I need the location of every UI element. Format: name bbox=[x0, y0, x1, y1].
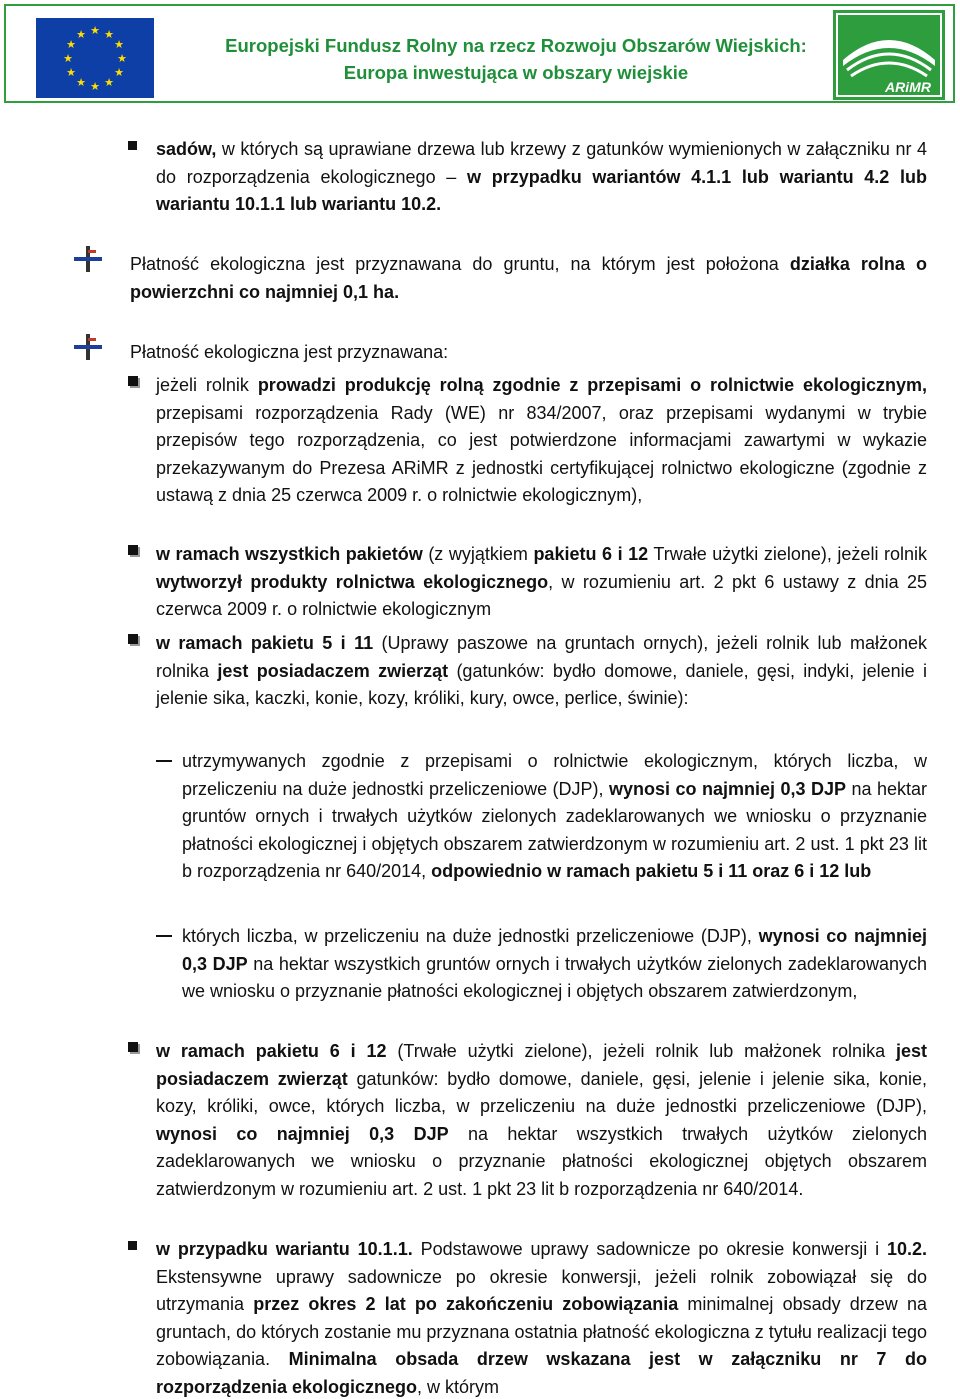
square-bullet-icon bbox=[128, 1042, 138, 1052]
bullet-package-6-12: w ramach pakietu 6 i 12 (Trwałe użytki zielone), jeżeli rolnik lub małżonek rolnika jest posiadaczem zwierząt gatunków: bydło domowe, daniele, gęsi, jelenie i jelenie sika, konie, kozy, króliki, owce, których liczba, w przeliczeniu na duże jednostki przeliczeniowe (DJP), wynosi co najmniej 0,3 DJP na hektar wszystkich trwałych użytków zielonych zadeklarowanych we wniosku o przyznanie płatności ekologicznej objętych obszarem zatwierdzonym w rozumieniu art. 2 ust. 1 pkt 23 lit b rozporządzenia nr 640/2014. bbox=[156, 1041, 927, 1199]
bullet-variant-10-1-1: w przypadku wariantu 10.1.1. Podstawowe uprawy sadownicze po okresie konwersji i 10.2. Ekstensywne uprawy sadownicze po okresie konwersji, jeżeli rolnik zobowiązał się do utrzymania przez okres 2 lat po zakończeniu zobowiązania minimalnej obsady drzew na gruntach, do których zostanie mu przyznana ostatnia płatność ekologiczna z tytułu realizacji tego zobowiązania. Minimalna obsada drzew wskazana jest w załączniku nr 7 do rozporządzenia ekologicznego, w którym bbox=[156, 1239, 928, 1397]
page-header bbox=[4, 4, 955, 103]
square-bullet-icon bbox=[128, 141, 137, 150]
square-bullet-icon bbox=[128, 376, 138, 386]
arimr-logo bbox=[833, 10, 945, 100]
svg-text:★: ★ bbox=[104, 29, 114, 41]
square-bullet-icon bbox=[128, 545, 138, 555]
paragraph-orchards: sadów, w których są uprawiane drzewa lub krzewy z gatunków wymienionych w załączniku nr 4 do rozporządzenia ekologicznego – w przypadku wariantów 4.1.1 lub wariantu 4.2 lub wariantu 10.1.1 lub wariantu 10.2. bbox=[156, 139, 927, 214]
svg-text:★: ★ bbox=[90, 25, 100, 37]
svg-text:★: ★ bbox=[76, 77, 86, 89]
square-bullet-icon bbox=[128, 1241, 137, 1250]
header-title bbox=[206, 32, 826, 86]
svg-text:★: ★ bbox=[66, 39, 76, 51]
sub-item-animals-kept: utrzymywanych zgodnie z przepisami o rolnictwie ekologicznym, których liczba, w przeliczeniu na duże jednostki przeliczeniowe (DJP), wynosi co najmniej 0,3 DJP na hektar gruntów ornych i trwałych użytków zielonych zadeklarowanych we wniosku o przyznanie płatności ekologicznej i objętych obszarem zatwierdzonym w rozumieniu art. 2 ust. 1 pkt 23 lit b rozporządzenia nr 640/2014, odpowiednio w ramach pakietu 5 i 11 oraz 6 i 12 lub bbox=[182, 751, 927, 881]
svg-text:★: ★ bbox=[114, 67, 124, 79]
eu-flag-logo bbox=[36, 18, 154, 98]
svg-text:★: ★ bbox=[104, 77, 114, 89]
cross-bullet-icon bbox=[74, 334, 102, 360]
sub-item-animal-count: których liczba, w przeliczeniu na duże jednostki przeliczeniowe (DJP), wynosi co najmniej 0,3 DJP na hektar wszystkich gruntów ornych i trwałych użytków zielonych zadeklarowanych we wniosku o przyznanie płatności ekologicznej i objętych obszarem zatwierdzonym, bbox=[182, 926, 928, 1001]
svg-text:★: ★ bbox=[114, 39, 124, 51]
bullet-package-5-11: w ramach pakietu 5 i 11 (Uprawy paszowe na gruntach ornych), jeżeli rolnik lub małżonek rolnika jest posiadaczem zwierząt (gatunków: bydło domowe, daniele, gęsi, indyki, jelenie i jelenie sika, kaczki, konie, kozy, króliki, kury, owce, perlice, świnie): bbox=[156, 633, 927, 708]
arimr-logo-text: ARiMR bbox=[885, 79, 931, 95]
header-line-2: Europa inwestująca w obszary wiejskie bbox=[343, 62, 689, 83]
dash-bullet-icon bbox=[156, 760, 172, 762]
bullet-all-packages: w ramach wszystkich pakietów (z wyjątkiem pakietu 6 i 12 Trwałe użytki zielone), jeżeli rolnik wytworzył produkty rolnictwa ekologicznego, w rozumieniu art. 2 pkt 6 ustawy z dnia 25 czerwca 2009 r. o rolnictwie ekologicznym bbox=[156, 544, 928, 619]
svg-text:★: ★ bbox=[117, 53, 127, 65]
dash-bullet-icon bbox=[156, 935, 172, 937]
paragraph-granted-title: Płatność ekologiczna jest przyznawana: bbox=[130, 342, 449, 362]
svg-text:★: ★ bbox=[90, 81, 100, 93]
cross-bullet-icon bbox=[74, 246, 102, 272]
paragraph-plot-area: Płatność ekologiczna jest przyznawana do gruntu, na którym jest położona działka rolna o powierzchni co najmniej 0,1 ha. bbox=[130, 254, 927, 302]
svg-text:★: ★ bbox=[66, 67, 76, 79]
bullet-organic-production: jeżeli rolnik prowadzi produkcję rolną zgodnie z przepisami o rolnictwie ekologicznym, przepisami rozporządzenia Rady (WE) nr 834/2007, oraz przepisami wydanymi w trybie przepisów tego rozporządzenia, co jest potwierdzone informacjami zawartymi w wykazie przekazywanym do Prezesa ARiMR z jednostki certyfikującej rolnictwo ekologiczne (zgodnie z ustawą z dnia 25 czerwca 2009 r. o rolnictwie ekologicznym), bbox=[156, 375, 927, 505]
header-line-1: Europejski Fundusz Rolny na rzecz Rozwoju Obszarów Wiejskich: bbox=[225, 35, 807, 56]
svg-text:★: ★ bbox=[63, 53, 73, 65]
square-bullet-icon bbox=[128, 634, 138, 644]
svg-text:★: ★ bbox=[76, 29, 86, 41]
